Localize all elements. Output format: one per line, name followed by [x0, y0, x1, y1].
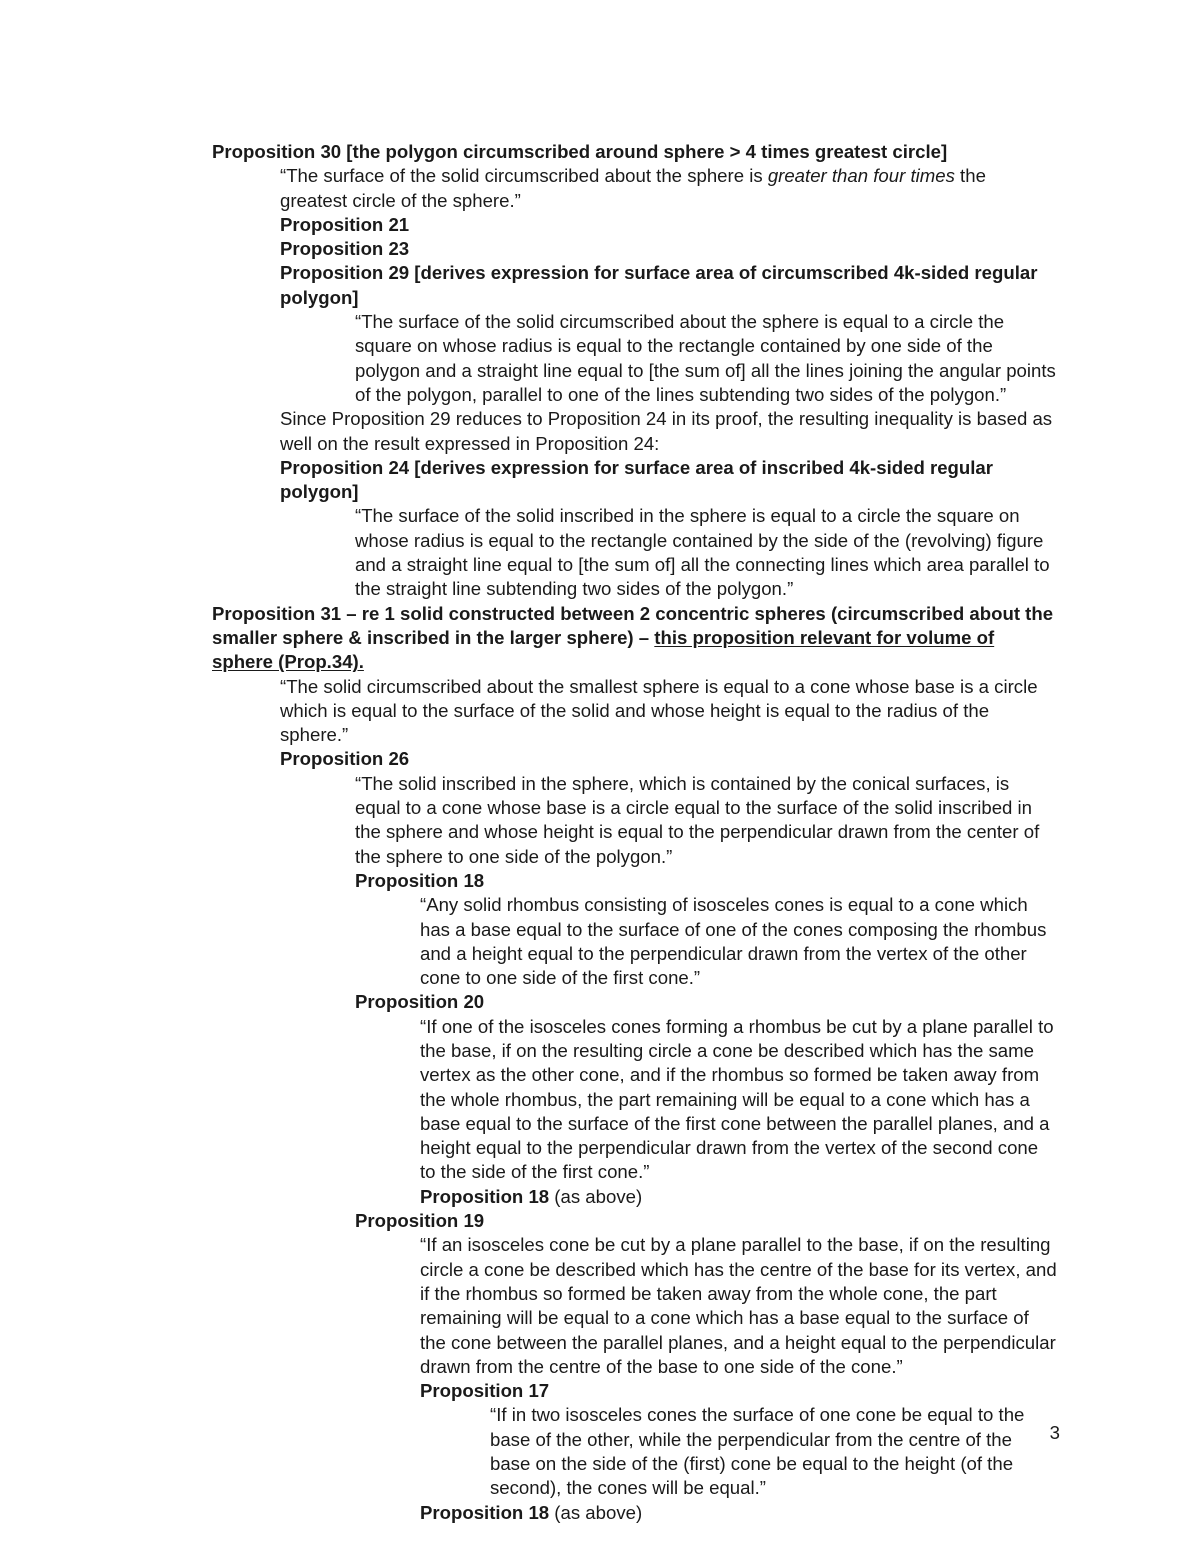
proposition-label: Proposition 17 [420, 1380, 550, 1402]
proposition-18-as-above [420, 1185, 1057, 1209]
proposition-30-quote [280, 164, 1057, 213]
proposition-23-heading [280, 237, 1057, 261]
proposition-20-quote [420, 1015, 1057, 1185]
proposition-label: Proposition 18 [420, 1185, 550, 1207]
proposition-24-heading [280, 456, 1057, 505]
quote-text-lead: “The surface of the solid circumscribed about the sphere is [280, 165, 768, 187]
proposition-label: Proposition 21 [280, 213, 410, 235]
proposition-31-quote [280, 675, 1057, 748]
quote-text: “The surface of the solid inscribed in the sphere is equal to a circle the square on whose radius is equal to the rectangle contained by the side of the (revolving) figure and a straight line equal to [the sum of] all the connecting lines which area parallel to the straight line subtending two sides of the polygon.” [355, 505, 1050, 600]
proposition-label: Proposition 19 [355, 1210, 485, 1232]
quote-text: “The surface of the solid circumscribed about the sphere is equal to a circle the square on whose radius is equal to the rectangle contained by one side of the polygon and a straight line equal to [the sum of] all the lines joining the angular points of the polygon, parallel to one of the lines subtending two sides of the polygon.” [355, 311, 1056, 405]
proposition-19-quote [420, 1233, 1057, 1379]
as-above-note: (as above) [549, 1185, 643, 1207]
proposition-29-quote [355, 310, 1057, 407]
quote-text: “If in two isosceles cones the surface of one cone be equal to the base of the other, while the perpendicular from the centre of the base on the side of the (first) cone be equal to the height (of the second), the cones will be equal.” [490, 1404, 1025, 1499]
proposition-26-quote [355, 772, 1057, 869]
proposition-30-heading [212, 140, 1057, 164]
proposition-relevance-note: this proposition relevant for volume of sphere (Prop.34). [212, 626, 995, 673]
since-proposition-29-note [280, 407, 1057, 456]
quote-text: “Any solid rhombus consisting of isosceles cones is equal to a cone which has a base equal to the surface of one of the cones composing the rhombus and a height equal to the perpendicular drawn from the vertex of the other cone to one side of the first cone.” [420, 894, 1047, 989]
proposition-label: Proposition 23 [280, 238, 410, 260]
proposition-29-heading [280, 261, 1057, 310]
quote-text: “If an isosceles cone be cut by a plane parallel to the base, if on the resulting circle a cone be described which has the centre of the base for its vertex, and if the rhombus so formed be taken away from the whole cone, the part remaining will be equal to a cone which has a base equal to the surface of the cone between the parallel planes, and a height equal to the perpendicular drawn from the centre of the base to one side of the cone.” [420, 1234, 1057, 1377]
quote-text-tail: the greatest circle of the sphere.” [280, 165, 986, 211]
proposition-18-quote [420, 893, 1057, 990]
proposition-label: Proposition 26 [280, 748, 410, 770]
quote-text: Since Proposition 29 reduces to Proposition 24 in its proof, the resulting inequality is based as well on the result expressed in Proposition 24: [280, 408, 1053, 454]
proposition-18-as-above [420, 1501, 1057, 1525]
proposition-20-heading [355, 990, 1057, 1014]
as-above-note: (as above) [549, 1501, 643, 1523]
proposition-label: Proposition 18 [420, 1501, 550, 1523]
proposition-18-heading [355, 869, 1057, 893]
proposition-24-quote [355, 504, 1057, 601]
proposition-label: Proposition 24 [derives expression for surface area of inscribed 4k-sided regular polygon] [280, 456, 994, 503]
proposition-label: Proposition 20 [355, 991, 485, 1013]
page-number: 3 [1049, 1422, 1060, 1443]
quote-emphasis: greater than four times [767, 165, 955, 187]
proposition-label: Proposition 29 [derives expression for surface area of circumscribed 4k-sided regular polygon] [280, 262, 1038, 308]
proposition-26-heading [280, 747, 1057, 771]
proposition-label: Proposition 30 [the polygon circumscribed around sphere > 4 times greatest circle] [212, 141, 948, 162]
proposition-17-heading [420, 1379, 1057, 1403]
proposition-label: Proposition 18 [355, 869, 485, 891]
quote-text: “The solid circumscribed about the smallest sphere is equal to a cone whose base is a circle which is equal to the surface of the solid and whose height is equal to the radius of the sphere.” [280, 675, 1038, 746]
proposition-31-heading [212, 602, 1057, 675]
proposition-19-heading [355, 1209, 1057, 1233]
proposition-21-heading [280, 213, 1057, 237]
proposition-label: Proposition 31 – re 1 solid constructed between 2 concentric spheres (circumscribed about the smaller sphere & inscribed in the larger sphere) – [212, 602, 1054, 648]
proposition-17-quote [490, 1403, 1057, 1500]
quote-text: “If one of the isosceles cones forming a rhombus be cut by a plane parallel to the base, if on the resulting circle a cone be described which has the same vertex as the other cone, and if the rhombus so formed be taken away from the whole rhombus, the part remaining will be equal to a cone which has a base equal to the surface of the first cone between the parallel planes, and a height equal to the perpendicular drawn from the vertex of the second cone to the side of the first cone.” [420, 1015, 1054, 1183]
quote-text: “The solid inscribed in the sphere, which is contained by the conical surfaces, is equal to a cone whose base is a circle equal to the surface of the solid inscribed in the sphere and whose height is equal to the perpendicular drawn from the center of the sphere to one side of the polygon.” [355, 772, 1040, 867]
document-body [212, 140, 1057, 1525]
